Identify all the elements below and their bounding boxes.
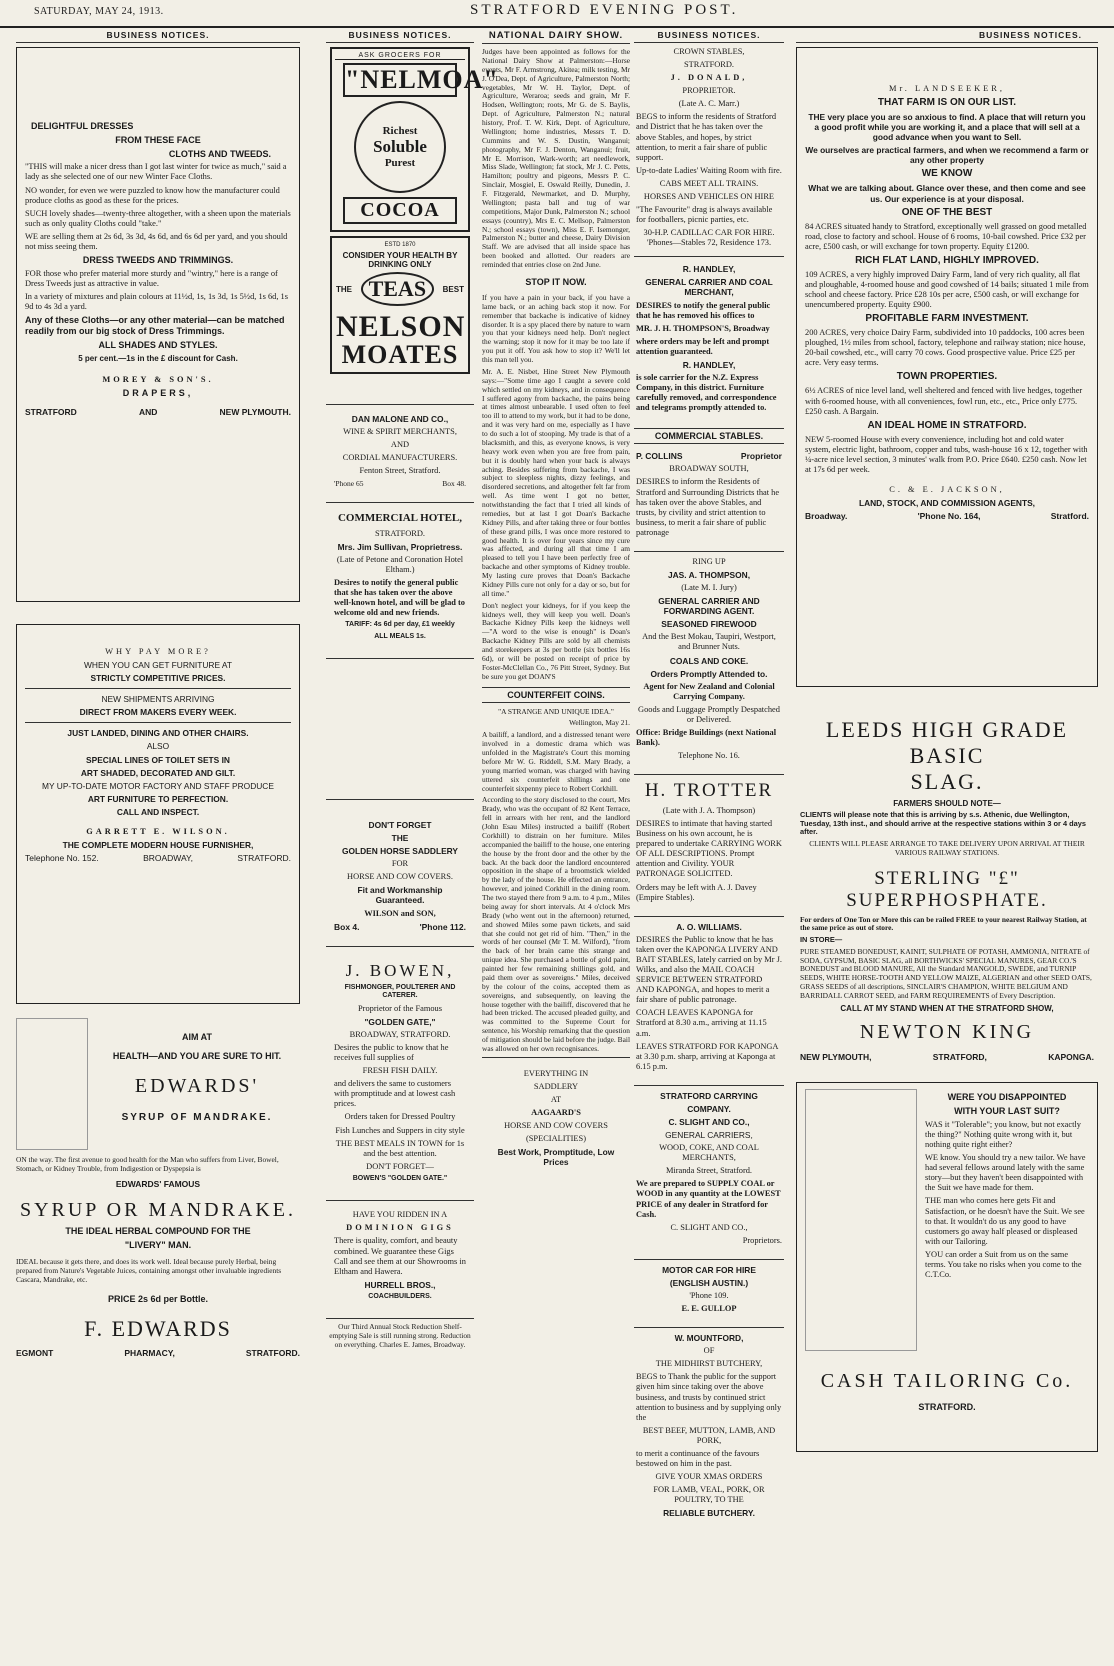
address-part: STRATFORD [25,406,77,417]
ad-line: GIVE YOUR XMAS ORDERS [655,1472,763,1482]
ad-line: "GOLDEN GATE," [364,1016,436,1027]
ad-text: Office: Bridge Buildings (next National Bank). [636,727,777,748]
ad-line: NEW SHIPMENTS ARRIVING [101,694,215,705]
ad-heading: COMMERCIAL STABLES. [634,428,784,444]
ad-text: YOU can order a Suit from us on the same terms. You take no risks when you come to the C.T.Co. [925,1249,1082,1279]
newspaper-title: STRATFORD EVENING POST. [470,2,739,18]
firm-name: WILSON and SON, [364,908,436,918]
listing-text: NEW 5-roomed House with every convenience, including hot and cold water system, electric light, bathroom, copper and tubs, wash-house 16 x 12, together with ¼-acre nice level section, 3 minutes' walk from P.O. Price £640. £250 cash. Now let at 17s 6d per week. [805,434,1088,474]
ad-midhirst-butchery [634,1327,784,1523]
ad-line: HORSE AND COW COVERS. [347,872,453,882]
ad-line: SYRUP OF MANDRAKE. [121,1112,273,1123]
ad-line: GENERAL CARRIER AND FORWARDING AGENT. [658,596,760,617]
address-part: NEW PLYMOUTH. [219,406,291,417]
article-subheading: "A STRANGE AND UNIQUE IDEA." [498,706,614,716]
ad-line: Fit and Workmanship Guaranteed. [357,885,443,906]
ad-line: AT [550,1094,562,1104]
ad-text: For orders of One Ton or More this can be railed FREE to your nearest Railway Station, at the same price as out of store. [800,914,1087,933]
ad-text: DESIRES to notify the general public that he has removed his offices to [636,300,771,320]
ad-line: EVERYTHING IN [523,1068,589,1078]
address-part: AND [138,406,158,417]
telephone: Telephone No. 152. [25,853,99,864]
ad-garrett-wilson [16,624,300,1004]
ad-handley-carrier [634,256,784,420]
ad-line: STRATFORD CARRYING [660,1090,758,1101]
ad-text: and delivers the same to customers with promptitude and at lowest cash prices. [334,1079,456,1109]
ad-line: DELIGHTFUL DRESSES [31,121,134,131]
ad-text: IDEAL because it gets there, and does its work well. Ideal because purely Herbal, being prepared from Nature's Vegetable Juices, containing amongst other invaluable ingredients Cascara, Mandrake, etc. [16,1257,282,1284]
ad-dominion-gigs [326,1200,474,1310]
ad-line: EDWARDS' FAMOUS [115,1179,201,1190]
ad-line: OF [703,1346,715,1356]
address-part: EGMONT [16,1347,54,1358]
column-2 [326,30,499,1660]
ad-word: TEAS [361,272,434,306]
ad-line: FISHMONGER, POULTERER AND CATERER. [344,984,456,1000]
headline: WERE YOU DISAPPOINTED [947,1092,1067,1103]
listing-text: 200 ACRES, very choice Dairy Farm, subdivided into 10 paddocks, 100 acres been ploughed, 1½ miles from school, factory, telephone and railway station; nice house, 20-bail cowshed, etc., will carry 70 cows. Good prospective value. Price £25 per acre. Very easy terms. [805,328,1086,368]
ad-line: BOWEN'S "GOLDEN GATE." [352,1174,448,1182]
ad-line: (SPECIALITIES) [525,1134,586,1144]
ad-text: What we are talking about. Glance over these, and then come and see us. Our experience is at your disposal. [808,183,1086,204]
headline: LEEDS HIGH GRADE BASIC [825,717,1069,768]
address-part: STRATFORD, [932,1052,987,1063]
ad-line: IN STORE— [800,935,843,945]
ad-line: TOWN PROPERTIES. [896,371,998,383]
ad-line: COALS AND COKE. [669,655,749,666]
ad-text: Up-to-date Ladies' Waiting Room with fire. [636,165,782,175]
ad-line: (Late with J. A. Thompson) [662,806,756,816]
ad-line: COACHBUILDERS. [368,1292,432,1300]
firm-name: W. MOUNTFORD, [674,1333,744,1344]
ad-text: FOR those who prefer material more sturdy and "wintry," here is a range of Dress Tweeds just as attractive in value. [25,268,278,288]
firm-name: CASH TAILORING Co. [820,1370,1074,1393]
ad-text: DESIRES to inform the Residents of Stratford and Surrounding Districts that he has taken over the above Stables, and trusts, by civility and strict attention to business, to merit a fair share of public patronage [636,477,780,537]
ad-line: RELIABLE BUTCHERY. [663,1508,755,1519]
firm-name: C. & E. JACKSON, [889,485,1005,495]
product-name: EDWARDS' [134,1075,260,1097]
ad-jas-thompson [634,551,784,766]
ad-text: THE man who comes here gets Fit and Satisfaction, or he doesn't have the Suit. We see to that. It wouldn't do us any good to have customers go away half pleased or displeased with our Tailoring. [925,1196,1085,1246]
firm-name: A. O. WILLIAMS. [676,921,742,932]
divider [25,688,291,689]
telephone: 'Phone 112. [419,921,466,932]
ad-line: Any of these Cloths—or any other material—can be matched readily from our big stock of Dress Trimmings. [25,315,285,336]
telephone: 'Phone No. 164, [917,511,981,522]
brand-name: NELSON [336,310,466,343]
ad-line: DRESS TWEEDS AND TRIMMINGS. [82,255,234,266]
notice-james [326,1318,474,1349]
article-text: If you have a pain in your back, if you have a lame back, or an aching back stop it now. For remember that backache is indicative of kidney disorder. It is a spy placed there by nature to warn you that your kidneys need help. Don't neglect the warning; stop it now for it may be too late if you put it off. You ask how to stop it? We'll let this man tell you. [482,292,630,364]
address-row [25,407,291,417]
ad-text: Our Third Annual Stock Reduction Shelf-emptying Sale is still running strong. Reduction on everything. Charles E. James, Broadway. [329,1322,471,1349]
ad-line: FROM THESE FACE [115,134,201,145]
ad-newton-king [796,717,1098,1062]
ad-line: BROADWAY, STRATFORD. [349,1029,451,1039]
ad-text: where orders may be left and prompt attention guaranteed. [636,336,770,356]
firm-name: AAGAARD'S [531,1107,581,1117]
ad-line: THE MIDHIRST BUTCHERY, [655,1359,763,1369]
contact-row [334,479,466,488]
ad-line: Fish Lunches and Suppers in city style [335,1125,465,1135]
ad-text: Desires to notify the general public that she has taken over the above well-known hotel, and will be glad to welcome old and new friends. [334,577,465,618]
cocoa-seal [354,101,446,193]
ad-stratford-carrying [634,1085,784,1251]
ad-line: MY UP-TO-DATE MOTOR FACTORY AND STAFF PRODUCE [42,780,274,791]
ad-line: ONE OF THE BEST [901,206,993,218]
telephone: Telephone No. 16. [678,751,740,761]
ad-line: JUST LANDED, DINING AND OTHER CHAIRS. [67,728,249,739]
ad-line: ASK GROCERS FOR [335,52,465,60]
column-header: NATIONAL DAIRY SHOW. [482,30,630,44]
telephone: 'Phone 65 [334,479,364,489]
firm-name: R. HANDLEY, [682,264,736,275]
ad-line: THAT FARM IS ON OUR LIST. [877,97,1017,109]
ad-line: Orders taken for Dressed Poultry [344,1112,456,1122]
brand-name: MOATES [341,340,459,369]
headline: STERLING "£" SUPERPHOSPHATE. [846,867,1048,911]
firm-name: J. BOWEN, [345,960,455,980]
ad-text: DESIRES to intimate that having started Business on his own account, he is prepared to undertake CARRYING WORK OF ALL DESCRIPTIONS. Prompt attention and Civility. YOUR PATRONAGE SOLICITED. [636,819,782,879]
ad-line: CONSIDER YOUR HEALTH BY DRINKING ONLY [342,251,458,269]
ad-text: There is quality, comfort, and beauty combined. We guarantee these Gigs Call and see them at our Showrooms in Eltham and Hawera. [334,1236,466,1276]
ad-line: SPECIAL LINES OF TOILET SETS IN [86,754,230,765]
ad-line: ALL SHADES AND STYLES. [98,339,218,350]
listing-text: 109 ACRES, a very highly improved Dairy Farm, land of very rich quality, all flat and ploughable, 4-roomed house and good cowshed of 14 bails; situated 1 mile from school and cheese factory. Price £28 10s per acre, £500 cash, or will exchange for unencumbered property. Equity £900. [805,269,1089,310]
ad-line: WOOD, COKE, AND COAL MERCHANTS, [659,1143,759,1163]
ad-line: HORSES AND VEHICLES ON HIRE [643,191,775,201]
ad-line: Mrs. Jim Sullivan, Proprietress. [337,541,463,552]
ad-text: THE very place you are so anxious to find. A place that will return you a good profit while you are working it, and a place that will sell at a good advance when you want to Sell. [808,112,1086,143]
ad-text: Agent for New Zealand and Colonial Carrying Company. [643,681,775,701]
headline: Mr. LANDSEEKER, [889,84,1005,93]
ad-line: AIM AT [182,1032,212,1042]
suited-man-illustration [805,1089,917,1351]
ad-text: ON the way. The first avenue to good health for the Man who suffers from Liver, Bowel, Stomach, or Kidney Trouble, from Indigestion or Dyspepsia is [16,1155,279,1173]
box-number: Box 4. [334,921,360,932]
ad-line: GOLDEN HORSE SADDLERY [341,846,459,857]
ad-text: to merit a continuance of the favours bestowed on him in the past. [636,1448,760,1468]
ad-text: "The Favourite" drag is always available for footballers, picnic parties, etc. [636,205,773,225]
ad-text: And the Best Mokau, Taupiri, Westport, and Brunner Nuts. [642,632,776,652]
address-part: PHARMACY, [124,1347,175,1358]
ad-line: DON'T FORGET— [366,1161,434,1171]
article-text: A bailiff, a landlord, and a distressed tenant were involved in a domestic drama which was unfolded in the Magistrate's Court this morning before Mr W. G. Riddell, S.M. Mary Brady, a young married woman, was charged with having uttered six counterfeit shillings and one counterfeit sixpenny piece to Robert Corkhill. [482,730,630,793]
ad-line: LAND, STOCK, AND COMMISSION AGENTS, [858,498,1036,509]
contact-row [334,922,466,932]
brand-name: "NELMOA" [343,63,457,97]
proprietor-row [636,451,782,461]
ad-text: We are prepared to SUPPLY COAL or WOOD in any quantity at the LOWEST PRICE of any dealer in Stratford for Cash. [636,1179,781,1219]
ad-text: Orders may be left with A. J. Davey (Empire Stables). [636,882,757,902]
masthead [0,0,1114,28]
ad-line: (Late A. C. Marr.) [678,99,740,109]
ad-line: DIRECT FROM MAKERS EVERY WEEK. [79,707,237,718]
column-3 [482,30,630,1660]
ad-line: GENERAL CARRIER AND COAL MERCHANT, [645,277,773,298]
seal-word: Richest [382,125,418,137]
ad-aagaard-saddlery [482,1057,630,1177]
product-name: DOMINION GIGS [346,1223,454,1233]
ad-text: is sole carrier for the N.Z. Express Company, in this district. Furniture carefully removed, and correspondence and telegrams promptly attended to. [636,373,777,413]
ad-line: HORSE AND COW COVERS [504,1121,608,1131]
firm-name: HURRELL BROS., [364,1279,436,1290]
ad-text: COACH LEAVES KAPONGA for Stratford at 8.30 a.m., arriving at 11.15 a.m. [636,1008,767,1038]
address-part: BROADWAY, [143,853,193,864]
article-text: Mr. A. E. Nisbet, Hine Street New Plymouth says:—"Some time ago I caught a severe cold which settled on my kidneys, and in consequence I suffered agony from backache, the pains being at times almost unbearable. I used often to feel too ill to attend to my work, but it had to be done, and it was very hard on me, especially as I have to do such a lot of stooping. My trade is that of a blacksmith, and this, as everyone knows, is very heavy work even when you are free from pain, but it is doubly hard when your back is always aching. Besides suffering from backache, I was subject to sleepless nights, dizzy feelings, and disordered secretions, and altogether felt far from well. As time went I got no better, notwithstanding the fact that I tried all kinds of remedies, but at last I got Doan's Backache Kidney Pills, and after taking three or four bottles of these grand pills, I was once more restored to good health. It is over four years since my cure was affected, and during all that time I am pleased to tell you I have been perfectly free of backache and other symptoms of Kidney trouble. My lasting cure proves that Doan's Backache Kidney Pills cure not only for a day or so, but for all time." [482,366,630,598]
divider [25,722,291,723]
column-header: BUSINESS NOTICES. [326,30,474,43]
ad-bowen-fishmonger [326,946,474,1193]
ad-text: WAS it "Tolerable"; you know, but not exactly the thing?" Nothing quite wrong with it, but nothing quite right either? [925,1119,1081,1150]
ad-crown-stables [634,47,784,248]
ad-line: Proprietors. [742,1235,782,1245]
ad-line: CROWN STABLES, [673,47,745,56]
firm-name: NEWTON KING [859,1021,1035,1044]
signature: F. EDWARDS [84,1315,232,1341]
ad-edwards-mandrake [16,1018,300,1358]
seal-word: Soluble [373,137,427,156]
article-counterfeit-coins [482,708,630,1054]
ad-ao-williams [634,916,784,1077]
address-part: Stratford. [1050,511,1089,522]
seal-word: Purest [384,157,416,169]
ad-text: BEGS to inform the residents of Stratford and District that he has taken over the above Stables, and hopes, by strict attention, to merit a fair share of public support. [636,112,777,162]
address-part: Broadway. [805,511,848,522]
ad-line: (Late M. I. Jury) [681,583,737,593]
ad-text: In a variety of mixtures and plain colours at 11½d, 1s, 1s 3d, 1s 5½d, 1s 6d, 1s 9d to 4s 3d a yard. [25,291,289,312]
headline: WHY PAY MORE? [105,647,211,656]
headline: WITH YOUR LAST SUIT? [954,1106,1060,1117]
ad-text: BEGS to Thank the public for the support given him since taking over the above business, and trusts by continued strict attention to business and by supplying only the [636,1372,782,1422]
ad-h-trotter [634,774,784,908]
ad-line: CLOTHS AND TWEEDS. [168,148,271,159]
price: PRICE 2s 6d per Bottle. [107,1293,209,1304]
ad-line: ART FURNITURE TO PERFECTION. [87,793,229,804]
ad-line: PROPRIETOR. [682,86,736,96]
listing-text: 84 ACRES situated handy to Stratford, exceptionally well grassed on good metalled road, close to factory and school. House of 6 rooms, 10-bail cowshed. Price £32 per acre, £500 cash, or will exchange for town property. Equity £1200. [805,221,1087,251]
hunter-illustration [16,1018,88,1150]
ad-line: ALSO [146,741,170,752]
ad-text: "THIS will make a nicer dress than I got last winter for twice as much," said a lady as she selected one of our new Winter Face Cloths. [25,162,287,182]
ad-commercial-hotel [326,502,474,650]
ad-line: HEALTH—AND YOU ARE SURE TO HIT. [112,1051,282,1061]
address-part: NEW PLYMOUTH, [800,1052,872,1063]
ad-line: "LIVERY" MAN. [124,1240,192,1251]
ad-line: (ENGLISH AUSTIN.) [669,1277,749,1288]
ad-text: WE are selling them at 2s 6d, 3s 3d, 4s 6d, and 6s 6d per yard, and you should not miss seeing them. [25,231,288,251]
headline: SLAG. [910,769,984,794]
ad-line: THE COMPLETE MODERN HOUSE FURNISHER, [62,840,254,851]
ad-line: CALL AND INSPECT. [116,806,200,817]
article-dairy-show [482,48,630,270]
ad-line: THE [391,833,409,844]
article-stop-it-now [482,294,630,682]
ad-line: CABS MEET ALL TRAINS. [659,178,759,188]
ad-golden-horse-saddlery [326,804,474,938]
ad-text: DESIRES the Public to know that he has taken over the KAPONGA LIVERY AND BAIT STABLES, lately carried on by Mr J. Wilks, and also the MAIL COACH SERVICE BETWEEN STRATFORD AND KAPONGA, and hopes to merit a fair share of public patronage. [636,934,782,1005]
article-heading: STOP IT NOW. [525,276,587,287]
ad-line: STRATFORD. [683,60,735,70]
ad-line: STRATFORD. [918,1402,976,1413]
cash-tailoring-footer [796,1370,1098,1412]
telephone: 'Phone 109. [689,1290,729,1300]
address-row [16,1348,300,1358]
ad-line: BROADWAY SOUTH, [669,464,749,474]
ad-line: THE BEST MEALS IN TOWN for 1s and the best attention. [335,1138,465,1158]
ad-line: DRAPERS, [122,388,194,399]
ad-line: GENERAL CARRIERS, [665,1130,753,1141]
ad-text: NO wonder, for even we were puzzled to know how the manufacturer could produce cloths as good as these for the prices. [25,185,280,205]
ad-line: PROFITABLE FARM INVESTMENT. [865,313,1029,325]
ad-text: We ourselves are practical farmers, and when we recommend a farm or any other property [805,145,1089,166]
ad-text: CLIENTS WILL PLEASE ARRANGE TO TAKE DELIVERY UPON ARRIVAL AT THEIR VARIOUS RAILWAY STATIONS. [809,839,1085,857]
firm-name: H. TROTTER [644,780,774,802]
ad-motor-car-hire [634,1259,784,1319]
article-text: According to the story disclosed to the court, Mrs Brady, who was the occupant of 82 Kent Terrace, fell in arrears with her rent, and the landlord (John Esau Miles) instructed a bailiff (Robert Corkhill) to distrain on her furniture. Miles accompanied the bailiff to the house, one entering the house by the front door and the other by the back. At the back door the landlord encountered opposition in the shape of a broomstick wielded by the lady of the house. He effected an entrance, however, and joined Corkhill in the dining room. The two stayed there from 9 a.m. to 4 p.m., Miles being away for short intervals. At 4 o'clock Mrs Brady (who went out in the afternoon) returned, and showed Miles some pawn tickets, and said that she could not get rid of him. "Then," in the words of her counsel (Mr T. M. Wilford), "from the back of her brain came this strange and unique idea. She purchased a bottle of gold paint, painted her few remaining shillings gold, and paid them over as sovereigns." Miles, deceived by the colour of the coins, accepted them as sovereigns, and subsequently, on leaving the house together with the bailiff, discovered that he had been tricked. The accused pleaded guilty, and was committed to the Supreme Court for sentence, his Worship remarking that the question of mitigation should be laid before the judge. Bail was allowed on her own recognisances. [482,795,630,1053]
box-number: Box 48. [442,479,466,489]
ad-line: STRATFORD. [374,528,426,538]
firm-name: GARRETT E. WILSON. [86,826,230,836]
ad-line: 5 per cent.—1s in the £ discount for Cash. [78,353,238,363]
ad-line: TARIFF: 4s 6d per day, £1 weekly [345,621,455,629]
ad-word: THE [336,284,352,294]
ad-text: (Late of Petone and Coronation Hotel Eltham.) [336,554,464,574]
address-part: KAPONGA. [1048,1052,1094,1063]
column-header: BUSINESS NOTICES. [16,30,300,43]
column-4 [634,30,784,1660]
article-dateline: Wellington, May 21. [569,718,630,728]
hotel-name: COMMERCIAL HOTEL, [337,512,463,525]
ad-line: FOR LAMB, VEAL, PORK, OR POULTRY, TO THE [653,1485,765,1505]
proprietor-name: P. COLLINS [636,451,683,462]
signature: E. E. GULLOP [681,1304,737,1314]
ad-line: DON'T FORGET [368,819,432,830]
ad-text: WE know. You should try a new tailor. We have had several fellows around lately with the same story—but they haven't been disappointed with the Suit we have made for them. [925,1153,1086,1193]
ad-text: PURE STEAMED BONEDUST, KAINIT, SULPHATE OF POTASH, AMMONIA, NITRATE of SODA, GYPSUM, BASIC SLAG, all BORTHWICKS' SPECIAL MANURES, GEAR CO.'S BONEDUST and BLOOD MANURE, All the Standard MANGOLD, SWEDE, and TURNIP SEEDS, WHITE HORSE-TOOTH AND YELLOW MAIZE, ALGERIAN and other SEED OATS, GRASS SEEDS of all descriptions, SINCLAIR'S CHAMPION, WHITE BELGIUM AND BARRIDALL CARROT SEED, and FARM REQUIREMENTS of Every Description. [800,946,1092,1000]
firm-name: JAS. A. THOMPSON, [667,569,751,580]
proprietor-title: Proprietor [740,451,782,462]
ad-line: WINE & SPIRIT MERCHANTS, [343,427,457,437]
firm-name: C. SLIGHT AND CO., [668,1116,750,1127]
column-5 [796,30,1098,1660]
ad-line: HAVE YOU RIDDEN IN A [352,1210,448,1220]
ad-line: AN IDEAL HOME IN STRATFORD. [867,419,1027,431]
ad-line: THE IDEAL HERBAL COMPOUND FOR THE [65,1226,251,1237]
ad-line: STRICTLY COMPETITIVE PRICES. [90,673,226,684]
ad-line: RING UP [692,556,726,566]
proprietor-name: J. DONALD, [670,73,748,83]
firm-name: R. HANDLEY, [682,359,736,370]
ad-line: FRESH FISH DAILY. [362,1066,438,1076]
ad-line: SEASONED FIREWOOD [661,619,757,630]
address-part: STRATFORD. [245,1347,300,1358]
ad-line: SADDLERY [533,1081,579,1091]
ad-text: Goods and Luggage Promptly Despatched or Delivered. [638,704,780,724]
firm-name: DAN MALONE AND CO., [351,414,449,424]
issue-date: SATURDAY, MAY 24, 1913. [34,6,164,17]
article-heading: COUNTERFEIT COINS. [482,687,630,703]
ad-line: WE KNOW [921,168,973,180]
ad-dan-malone [326,404,474,494]
horse-illustration [326,658,474,800]
ad-text: LEAVES STRATFORD FOR KAPONGA at 3.30 p.m. sharp, arriving at Kaponga at 6.15 p.m. [636,1041,779,1071]
ad-jackson-land-agents [796,47,1098,687]
column-1 [16,30,300,1660]
ad-line: RICH FLAT LAND, HIGHLY IMPROVED. [855,254,1039,266]
address-row [800,1052,1094,1062]
ad-line: Miranda Street, Stratford. [665,1166,753,1176]
article-text: Judges have been appointed as follows for the National Dairy Show at Palmerston:—Horse events, Mr F. Armstrong, Akitea; milk testing, Mr J. O'Dea, Dept. of Agriculture, Palmerston North; vegetables, Mr W. H. Taylor, Dept. of Agriculture, Weraroa; seeds and grain, Mr F. Hodsen, Wellington; roots, Mr G. de S. Baylis, Dept. of Agriculture, Palmerston N.; natural history, Prof. T. W. Kirk, Dept. of Agriculture, Wellington; home industries, Messrs T. D. Cummins and W. S. Dustin, Wanganui; photography, Mr F. J. Denton, Wanganui; fruit, Mr E. Morrison, Wark-worth; art needlework, Miss Slade, Wellington; fat stock, Mr J. C. Petts, Hamilton; poultry and pigeons, Messrs P. C. Sinclair, Mosgiel, E. Oswald Reilly, Dunedin, J. F. Fitzgerald, Newmarket, and D. Murphy, Wellington; pasta ball and tug of war competitions, Major Dunk, Palmerston N.; school essays (country), Mrs E. C. Mellsop, Palmerston N.; school essays (town), Miss E. F. Isemonger, Palmerston N.; butter and cheese, Dairy Division Staff. We are advised that all inside space has been booked and allotted. Our readers are reminded that entries close on 2nd June. [482,47,630,269]
address-part: STRATFORD. [237,853,291,864]
ad-line: Best Work, Promptitude, Low Prices [497,1147,615,1168]
ad-line: FOR [391,859,409,869]
listing-text: 6½ ACRES of nice level land, well sheltered and fenced with live hedges, together with 6-roomed house, with all conveniences, fowl run, etc., etc., Price only £775. £250 cash. A Bargain. [805,386,1083,416]
article-text: Don't neglect your kidneys, for if you keep the kidneys well, they will keep you well. Doan's Backache Kidney Pills keep the kidneys well—"A word to the wise is enough" is Doan's Backache Kidney Pills are sold by all chemists and storekeepers at 3s per bottle (six bottles 16s 6d), or will be posted on receipt of price by Foster-McClellan Co., 76 Pitt Street, Sydney. But be sure you get DOAN'S [482,600,630,681]
column-header: BUSINESS NOTICES. [634,30,784,43]
ad-line: MR. J. H. THOMPSON'S, Broadway [636,323,770,333]
product-headline: SYRUP OR MANDRAKE. [19,1199,297,1222]
address-row [25,853,291,863]
ad-nelson-moates-tea [330,236,470,374]
ad-morey-and-sons [16,47,300,602]
ad-text: CLIENTS will please note that this is arriving by s.s. Athenic, due Wellington, Tuesday, 13th inst., and should arrive at the respective stations within 3 or 4 days after. [800,810,1086,837]
column-header: BUSINESS NOTICES. [796,30,1098,43]
ad-text: SUCH lovely shades—twenty-three altogether, with a sheen upon the materials such as only quality Cloths could "take." [25,208,291,228]
service-name: MOTOR CAR FOR HIRE [662,1264,756,1275]
ad-line: ALL MEALS 1s. [374,632,426,640]
ad-line: FARMERS SHOULD NOTE— [893,799,1001,808]
ad-commercial-stables [634,449,784,543]
ad-line: AND [390,440,410,450]
ad-line: BEST BEEF, MUTTON, LAMB, AND PORK, [642,1425,776,1445]
ad-line: CORDIAL MANUFACTURERS. [342,453,458,463]
ad-nelmoa-cocoa [330,47,499,232]
address-row [805,511,1089,521]
product-name: COCOA [343,197,457,224]
ad-line: WHEN YOU CAN GET FURNITURE AT [84,660,232,671]
ad-line: Fenton Street, Stratford. [359,466,441,476]
estd-badge: ESTD 1870 [384,242,416,248]
ad-text: 30-H.P. CADILLAC CAR FOR HIRE. 'Phones—Stables 72, Residence 173. [643,228,775,248]
signature: C. SLIGHT AND CO., [670,1222,748,1232]
firm-name: MOREY & SON'S. [102,375,214,385]
ad-line: COMPANY. [687,1103,731,1114]
ad-text: Desires the public to know that he receives full supplies of [334,1043,449,1063]
ad-line: CALL AT MY STAND WHEN AT THE STRATFORD SHOW, [840,1004,1054,1014]
ad-line: ART SHADED, DECORATED AND GILT. [80,767,236,778]
ad-word: BEST [442,284,464,294]
ad-line: Orders Promptly Attended to. [650,668,768,679]
ad-line: Proprietor of the Famous [358,1003,442,1013]
